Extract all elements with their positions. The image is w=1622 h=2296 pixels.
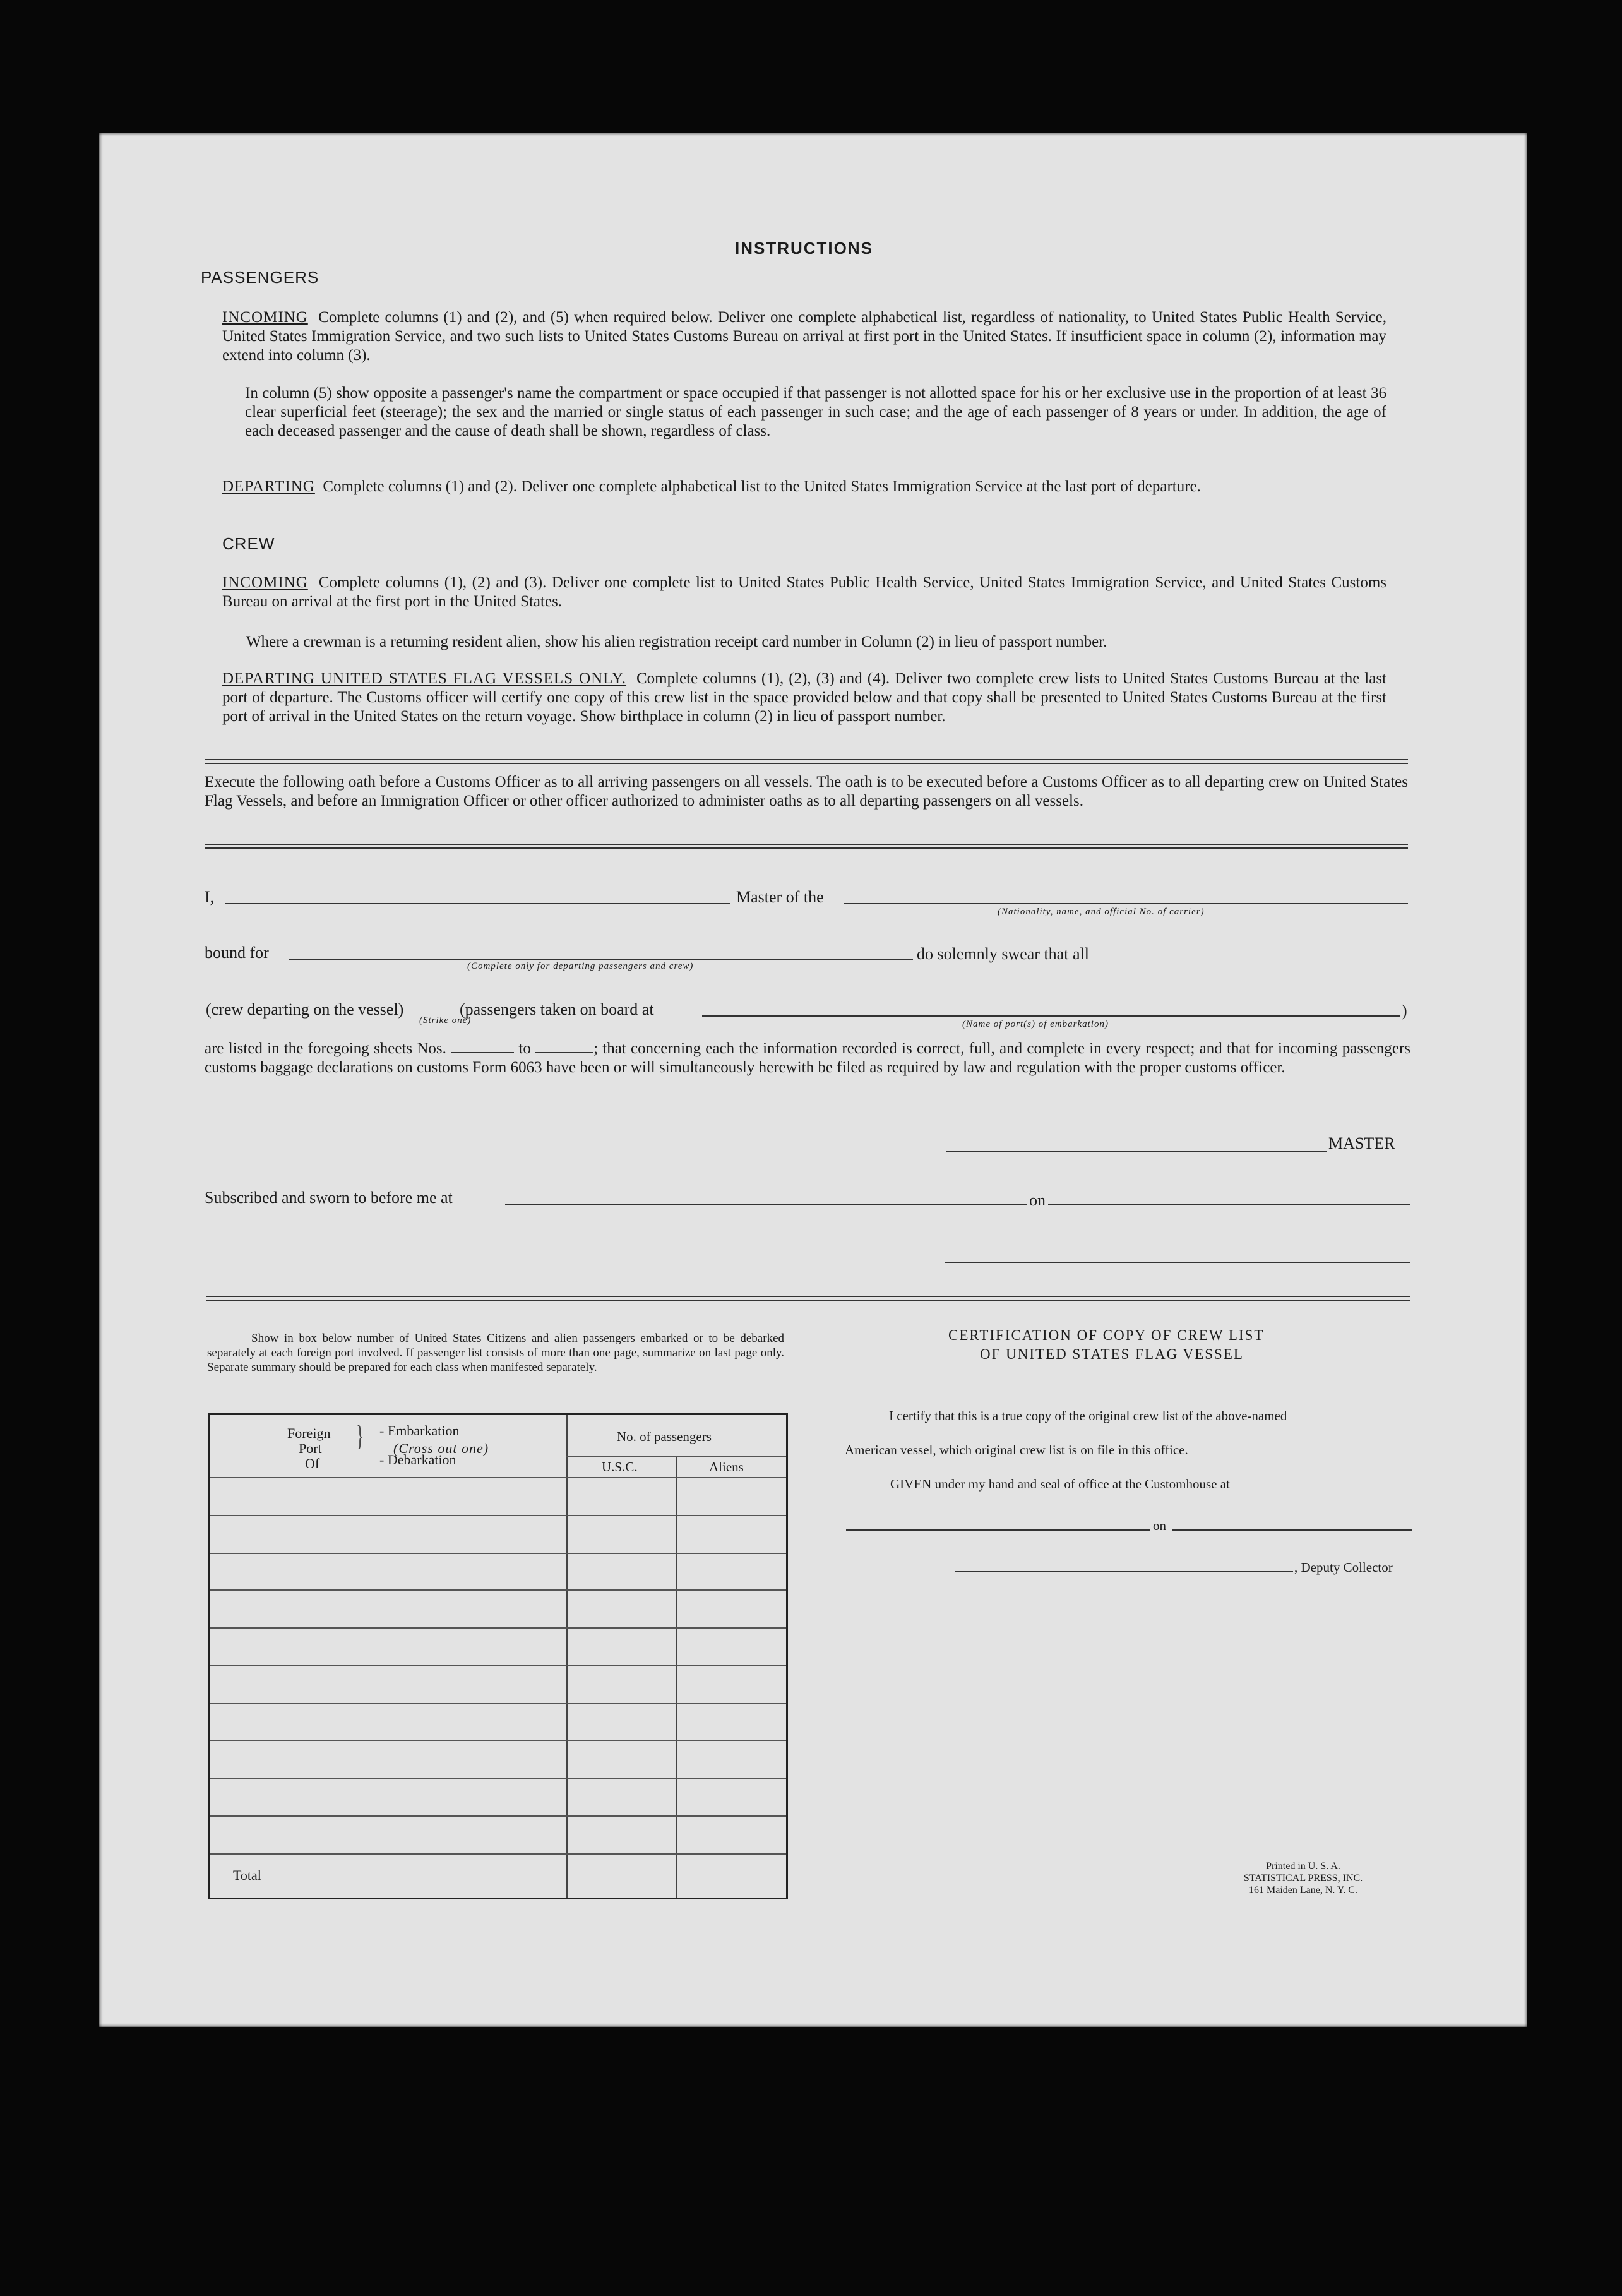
table-row[interactable]	[210, 1627, 786, 1629]
column5-paragraph: In column (5) show opposite a passenger's name the compartment or space occupied if that passenger is not allotted space for his or her exclusive use in the proportion of at least 36 clear superficial feet (steerage); the sex and the married or single status of each passenger in such case; and the age of each passenger of 8 years or under. In addition, the age of each deceased passenger and the cause of death shall be shown, regardless of class.	[245, 385, 1386, 439]
on-label: on	[1029, 1191, 1046, 1209]
officer-signature-line[interactable]	[945, 1262, 1410, 1263]
carrier-field-line[interactable]	[844, 903, 1408, 904]
column-divider	[566, 1415, 568, 1898]
divider	[206, 1296, 1410, 1301]
sheet-from-field[interactable]	[451, 1052, 514, 1053]
crew-departing-text: Complete columns (1), (2), (3) and (4). Deliver two complete crew lists to United States Customs Bureau at the last port of departure. The Customs officer will certify one copy of this crew list in the space provided below and that copy shall be presented to United States Customs Bureau at the first port of arrival in the United States on the return voyage. Show birthplace in column (2) in lieu of passport number.	[222, 670, 1386, 725]
subscribed-label: Subscribed and sworn to before me at	[205, 1188, 453, 1207]
crew-heading: CREW	[222, 534, 275, 553]
divider	[205, 759, 1408, 764]
table-row[interactable]	[210, 1815, 786, 1817]
swear-text: do solemnly swear that all	[917, 945, 1089, 963]
column-divider	[676, 1457, 677, 1898]
table-row[interactable]	[210, 1778, 786, 1779]
listed-text-2: ; that concerning each the information recorded is correct, full, and complete in every respect; and that for incoming passengers customs baggage declarations on customs Form 6063 have been or will simultaneously herewith be filed as required by law and regulation with the proper customs officer.	[205, 1040, 1411, 1076]
port-field-line[interactable]	[702, 1015, 1400, 1017]
crew-departing-lead: DEPARTING UNITED STATES FLAG VESSELS ONLY.	[222, 670, 627, 687]
passengers-incoming-paragraph	[222, 308, 1386, 365]
strike-one-caption: (Strike one)	[419, 1015, 472, 1025]
printer-line-3: 161 Maiden Lane, N. Y. C.	[1249, 1885, 1357, 1896]
table-row[interactable]	[210, 1853, 786, 1855]
embarkation-label: - Embarkation	[379, 1423, 460, 1438]
subscribed-place-line[interactable]	[505, 1204, 1027, 1205]
listed-text-1: are listed in the foregoing sheets Nos.	[205, 1040, 446, 1057]
given-text: GIVEN under my hand and seal of office at the Customhouse at	[890, 1476, 1230, 1492]
printer-imprint	[1202, 1860, 1404, 1896]
table-row[interactable]	[210, 1589, 786, 1591]
table-header-bottom	[210, 1477, 786, 1478]
complete-only-caption: (Complete only for departing passengers and crew)	[467, 961, 694, 971]
sheet-to-field[interactable]	[535, 1052, 593, 1053]
execute-oath-paragraph: Execute the following oath before a Customs Officer as to all arriving passengers on all vessels. The oath is to be executed before a Customs Officer as to all departing crew on United States Flag Vessels, and before an Immigration Officer or other officer authorized to administer oaths as to all departing passengers on all vessels.	[205, 774, 1408, 810]
debarkation-label: - Debarkation	[379, 1452, 456, 1468]
certification-title-2: OF UNITED STATES FLAG VESSEL	[980, 1346, 1244, 1362]
deputy-collector-label: , Deputy Collector	[1294, 1560, 1393, 1575]
summary-instructions: Show in box below number of United States Citizens and alien passengers embarked or to be debarked separately at each foreign port involved. If passenger list consists of more than one page, summarize on last page only. Separate summary should be prepared for each class when manifested separately.	[207, 1332, 784, 1374]
passengers-departing-lead: DEPARTING	[222, 478, 315, 495]
name-of-ports-caption: (Name of port(s) of embarkation)	[962, 1019, 1109, 1029]
aliens-column-header: Aliens	[709, 1459, 744, 1474]
printer-line-1: Printed in U. S. A.	[1266, 1861, 1340, 1872]
total-label: Total	[233, 1867, 261, 1883]
passengers-incoming-text: Complete columns (1) and (2), and (5) when required below. Deliver one complete alphabetical list, regardless of nationality, to United States Public Health Service, United States Immigration Service, and two such lists to United States Customs Bureau on arrival at first port in the United States. If insufficient space in column (2), information may extend into column (3).	[222, 309, 1387, 364]
crew-incoming-lead: INCOMING	[222, 574, 308, 591]
master-signature-line[interactable]	[946, 1151, 1327, 1152]
table-row[interactable]	[210, 1703, 786, 1704]
passengers-incoming-lead: INCOMING	[222, 309, 308, 326]
table-header-rule	[566, 1456, 786, 1457]
bound-for-label: bound for	[205, 943, 269, 962]
customhouse-line[interactable]	[846, 1529, 1150, 1531]
cert-date-line[interactable]	[1172, 1529, 1412, 1531]
instructions-title: INSTRUCTIONS	[735, 239, 873, 258]
divider	[205, 844, 1408, 849]
subscribed-date-line[interactable]	[1048, 1204, 1410, 1205]
passengers-heading: PASSENGERS	[201, 268, 319, 287]
no-of-passengers-label: No. of passengers	[617, 1429, 712, 1444]
listed-to: to	[518, 1040, 531, 1057]
crew-incoming-paragraph	[222, 573, 1386, 611]
certify-text: I certify that this is a true copy of the original crew list of the above-named	[889, 1408, 1287, 1423]
of-label: Of	[305, 1456, 320, 1471]
american-vessel-text: American vessel, which original crew list is on file in this office.	[845, 1442, 1188, 1457]
passengers-taken-option: (passengers taken on board at	[460, 1000, 654, 1019]
port-label: Port	[299, 1440, 322, 1456]
bound-for-field-line[interactable]	[289, 959, 913, 960]
close-paren: )	[1402, 1002, 1407, 1020]
foreign-label: Foreign	[287, 1425, 331, 1441]
crew-resident-paragraph: Where a crewman is a returning resident alien, show his alien registration receipt card number in Column (2) in lieu of passport number.	[246, 633, 1107, 650]
table-row[interactable]	[210, 1665, 786, 1666]
nationality-caption: (Nationality, name, and official No. of carrier)	[998, 907, 1205, 917]
passengers-departing-paragraph	[222, 477, 1386, 496]
table-row[interactable]	[210, 1515, 786, 1516]
i-label: I,	[205, 888, 215, 906]
listed-paragraph	[205, 1039, 1410, 1077]
master-of-label: Master of the	[736, 888, 824, 906]
table-row[interactable]	[210, 1553, 786, 1554]
passengers-departing-text: Complete columns (1) and (2). Deliver one complete alphabetical list to the United States Immigration Service at the last port of departure.	[323, 478, 1201, 495]
crew-departing-option: (crew departing on the vessel)	[206, 1000, 404, 1019]
table-row[interactable]	[210, 1740, 786, 1741]
printer-line-2: STATISTICAL PRESS, INC.	[1243, 1873, 1363, 1884]
brace-icon: }	[356, 1420, 364, 1452]
master-label: MASTER	[1328, 1134, 1395, 1152]
crew-departing-paragraph	[222, 669, 1386, 726]
deputy-signature-line[interactable]	[955, 1571, 1293, 1572]
passenger-summary-table	[208, 1413, 788, 1899]
name-field-line[interactable]	[225, 903, 730, 904]
usc-column-header: U.S.C.	[602, 1459, 638, 1474]
crew-incoming-text: Complete columns (1), (2) and (3). Deliver one complete list to United States Public Health Service, United States Immigration Service, and United States Customs Bureau on arrival at the first port in the United States.	[222, 574, 1387, 610]
cross-out-caption: (Cross out one)	[393, 1440, 489, 1456]
certification-title-1: CERTIFICATION OF COPY OF CREW LIST	[948, 1327, 1265, 1343]
cert-on-label: on	[1153, 1518, 1166, 1533]
